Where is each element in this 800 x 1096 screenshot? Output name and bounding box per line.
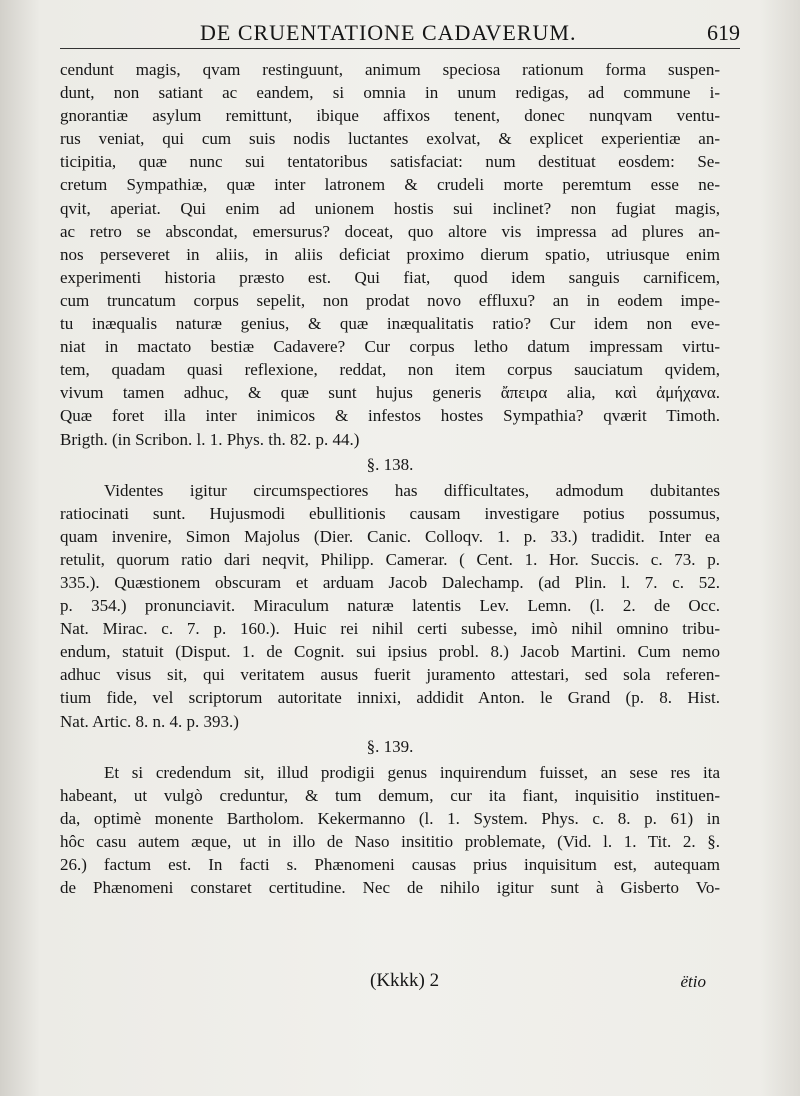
text-line: retulit, quorum ratio dari neqvit, Philipp. Camerar. ( Cent. 1. Hor. Succis. c. 73. p. <box>60 549 720 569</box>
text-line: Et si credendum sit, illud prodigii genus inquirendum fuisset, an sese res ita <box>104 762 720 782</box>
running-title: DE CRUENTATIONE CADAVERUM. <box>200 20 577 45</box>
text-line: da, optimè monente Bartholom. Kekermanno (l. 1. System. Phys. c. 8. p. 61) in <box>60 808 720 828</box>
text-line: de Phænomeni constaret certitudine. Nec de nihilo igitur sunt à Gisberto Vo- <box>60 878 720 898</box>
text-line: cum truncatum corpus sepelit, non prodat novo effluxu? an in eodem impe- <box>60 290 720 310</box>
text-line: ratiocinati sunt. Hujusmodi ebullitionis causam investigare potius possumus, <box>60 503 720 523</box>
text-line: Nat. Mirac. c. 7. p. 160.). Huic rei nihil certi subesse, imò nihil omnino tribu- <box>60 619 720 639</box>
text-line: Videntes igitur circumspectiores has difficultates, admodum dubitantes <box>104 480 720 500</box>
text-line: qvit, aperiat. Qui enim ad unionem hostis sui inclinet? non fugiat magis, <box>60 198 720 218</box>
body-text <box>60 58 720 899</box>
text-line: vivum tamen adhuc, & quæ sunt hujus generis ἄπειρα alia, καὶ ἀμήχανα. <box>60 383 720 403</box>
text-line: experimenti historia præsto est. Qui fiat, quod idem sanguis carnificem, <box>60 267 720 287</box>
paragraph <box>60 58 720 451</box>
text-line: gnorantiæ asylum remittunt, ibique affixos tenent, donec nunqvam ventu- <box>60 106 720 126</box>
text-line: Nat. Artic. 8. n. 4. p. 393.) <box>60 711 239 731</box>
text-line: cendunt magis, qvam restinguunt, animum speciosa rationum forma suspen- <box>60 60 720 79</box>
text-line: adhuc visus sit, qui veritatem ausus fuerit juramento attestari, sed sola referen- <box>60 665 720 685</box>
text-line: tem, quadam quasi reflexione, reddat, non item corpus sauciatum qvidem, <box>60 360 720 380</box>
signature-mark: (Kkkk) 2 <box>370 970 440 991</box>
text-line: p. 354.) pronunciavit. Miraculum naturæ latentis Lev. Lemn. (l. 2. de Occ. <box>60 596 720 616</box>
page-number: 619 <box>707 20 740 45</box>
text-line: tu inæqualis naturæ genius, & quæ inæqualitatis ratio? Cur idem non eve- <box>60 314 720 334</box>
text-line: habeant, ut vulgò creduntur, & tum demum, cur ita fiant, inquisitio instituen- <box>60 785 720 805</box>
section-heading: §. 139. <box>366 736 414 756</box>
text-line: ticipitia, quæ nunc sui tentatoribus satisfaciat: num destituat eosdem: Se- <box>60 152 720 172</box>
text-line: rus veniat, qui cum suis nodis luctantes exolvat, & explicet experientiæ an- <box>60 129 720 149</box>
text-line: hôc casu autem æque, ut in illo de Naso insititio problemate, (Vid. l. 1. Tit. 2. §. <box>60 831 720 851</box>
text-line: quam invenire, Simon Majolus (Dier. Canic. Colloqv. 1. p. 33.) tradidit. Inter ea <box>60 526 720 546</box>
text-line: niat in mactato bestiæ Cadavere? Cur corpus letho datum impressam virtu- <box>60 337 720 357</box>
paragraph <box>60 761 720 900</box>
catchword: ëtio <box>680 972 706 991</box>
text-line: 26.) factum est. In facti s. Phænomeni causas prius inquisitum est, autequam <box>60 855 720 874</box>
text-line: cretum Sympathiæ, quæ inter latronem & crudeli morte peremtum esse ne- <box>60 175 720 195</box>
text-line: 335.). Quæstionem obscuram et arduam Jacob Dalechamp. (ad Plin. l. 7. c. 52. <box>60 572 720 592</box>
text-line: Brigth. (in Scribon. l. 1. Phys. th. 82. p. 44.) <box>60 429 360 449</box>
text-line: Quæ foret illa inter inimicos & infestos hostes Sympathia? qværit Timoth. <box>60 406 720 426</box>
paragraph <box>60 479 720 733</box>
text-line: ac retro se abscondat, emersurus? doceat, quo altore vis impressa ad plures an- <box>60 221 720 241</box>
running-head <box>60 18 740 49</box>
section-heading: §. 138. <box>366 454 414 474</box>
text-line: dunt, non satiant ac eandem, si omnia in unum redigas, ad commune i- <box>60 83 720 103</box>
text-line: tium fide, vel scriptorum autoritate innixi, addidit Anton. le Grand (p. 8. Hist. <box>60 688 720 708</box>
text-line: nos perseveret in aliis, in aliis deficiat proximo dierum spatio, utriusque enim <box>60 244 720 264</box>
text-line: endum, statuit (Disput. 1. de Cognit. sui ipsius probl. 8.) Jacob Martini. Cum nemo <box>60 642 720 662</box>
